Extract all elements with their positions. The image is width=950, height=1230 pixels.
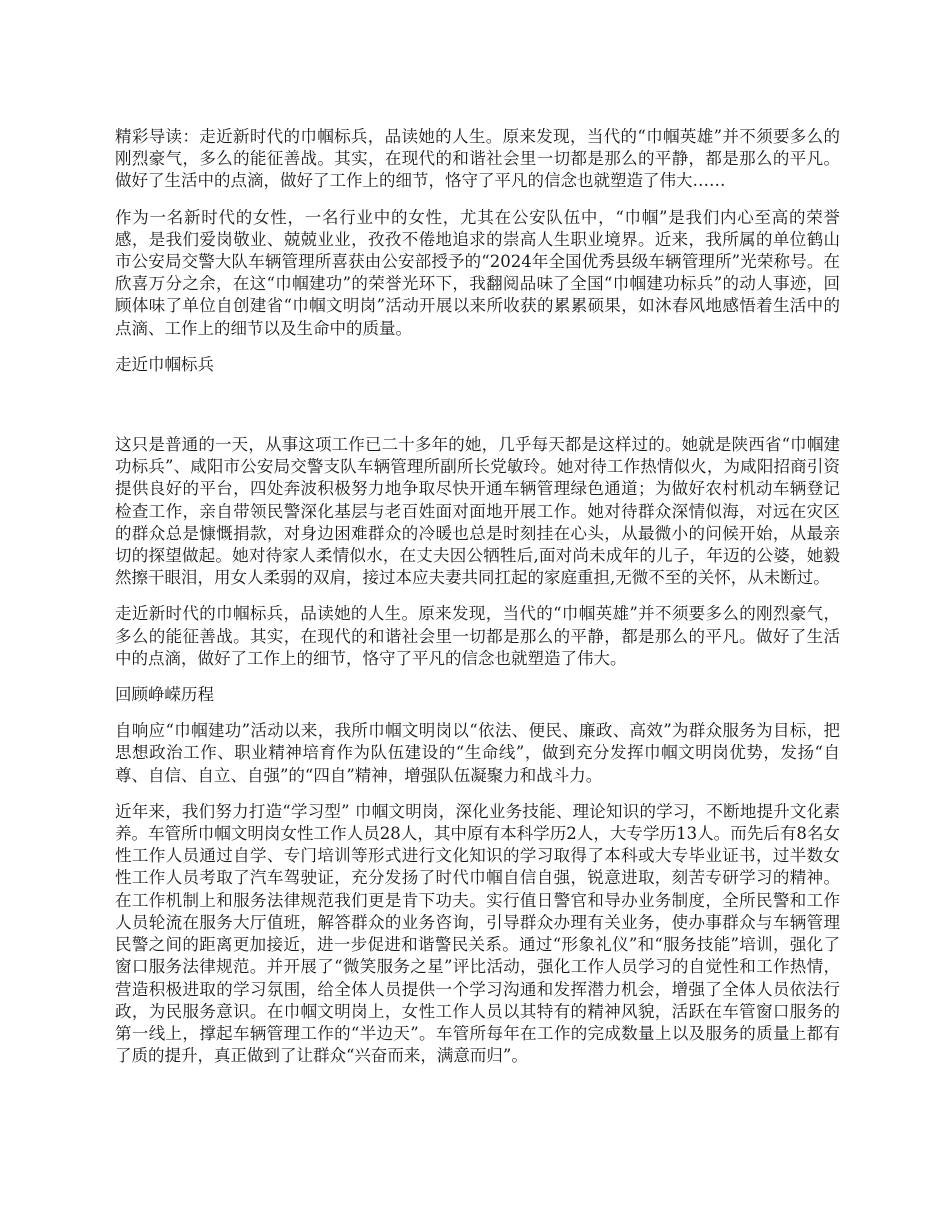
blank-space [115,390,840,434]
paragraph-3: 走近新时代的巾帼标兵，品读她的人生。原来发现，当代的“巾帼英雄”并不须要多么的刚烈豪气，多么的能征善战。其实，在现代的和谐社会里一切都是那么的平静，都是那么的平凡。做好了生活中的点滴，做好了工作上的细节，恪守了平凡的信念也就塑造了伟大。 [115,604,840,668]
paragraph-2: 这只是普通的一天，从事这项工作已二十多年的她，几乎每天都是这样过的。她就是陕西省“巾帼建功标兵”、咸阳市公安局交警支队车辆管理所副所长党敏玲。她对待工作热情似火，为咸阳招商引资提供良好的平台，四处奔波积极努力地争取尽快开通车辆管理绿色通道；为做好农村机动车辆登记检查工作，亲自带领民警深化基层与老百姓面对面地开展工作。她对待群众深情似海，对远在灾区的群众总是慷慨捐款，对身边困难群众的冷暖也总是时刻挂在心头，从最微小的问候开始，从最亲切的探望做起。她对待家人柔情似水，在丈夫因公牺牲后,面对尚未成年的儿子，年迈的公婆，她毅然擦干眼泪，用女人柔弱的双肩，接过本应夫妻共同扛起的家庭重担,无微不至的关怀，从未断过。 [115,435,840,588]
paragraph-4: 自响应“巾帼建功”活动以来，我所巾帼文明岗以“依法、便民、廉政、高效”为群众服务为目标，把思想政治工作、职业精神培育作为队伍建设的“生命线”，做到充分发挥巾帼文明岗优势，发扬“自尊、自信、自立、自强”的“四自”精神，增强队伍凝聚力和战斗力。 [115,721,840,785]
section-heading-2: 回顾峥嵘历程 [115,685,214,705]
paragraph-1: 作为一名新时代的女性，一名行业中的女性，尤其在公安队伍中，“巾帼”是我们内心至高的荣誉感，是我们爱岗敬业、兢兢业业，孜孜不倦地追求的崇高人生职业境界。近来，我所属的单位鹤山市公安局交警大队车辆管理所喜获由公安部授予的“2024年全国优秀县级车辆管理所”光荣称号。在欣喜万分之余，在这“巾帼建功”的荣誉光环下，我翻阅品味了全国“巾帼建功标兵”的动人事迹，回顾体味了单位自创建省“巾帼文明岗”活动开展以来所收获的累累硕果，如沐春风地感悟着生活中的点滴、工作上的细节以及生命中的质量。 [115,207,840,338]
section-heading-1: 走近巾帼标兵 [115,354,214,374]
intro-paragraph: 精彩导读：走近新时代的巾帼标兵，品读她的人生。原来发现，当代的“巾帼英雄”并不须要多么的刚烈豪气，多么的能征善战。其实，在现代的和谐社会里一切都是那么的平静，都是那么的平凡。做好了生活中的点滴，做好了工作上的细节，恪守了平凡的信念也就塑造了伟大…… [115,127,840,191]
document-body [115,126,840,1081]
paragraph-5: 近年来，我们努力打造“学习型” 巾帼文明岗，深化业务技能、理论知识的学习，不断地提升文化素养。车管所巾帼文明岗女性工作人员28人，其中原有本科学历2人，大专学历13人。而先后有8名女性工作人员通过自学、专门培训等形式进行文化知识的学习取得了本科或大专毕业证书，过半数女性工作人员考取了汽车驾驶证，充分发扬了时代巾帼自信自强，锐意进取，刻苦专研学习的精神。在工作机制上和服务法律规范我们更是肯下功夫。实行值日警官和导办业务制度，全所民警和工作人员轮流在服务大厅值班，解答群众的业务咨询，引导群众办理有关业务，使办事群众与车辆管理民警之间的距离更加接近，进一步促进和谐警民关系。通过“形象礼仪”和“服务技能”培训，强化了窗口服务法律规范。并开展了“微笑服务之星”评比活动，强化工作人员学习的自觉性和工作热情，营造积极进取的学习氛围，给全体人员提供一个学习沟通和发挥潜力机会，增强了全体人员依法行政，为民服务意识。在巾帼文明岗上，女性工作人员以其特有的精神风貌，活跃在车管窗口服务的第一线上，撑起车辆管理工作的“半边天”。车管所每年在工作的完成数量上以及服务的质量上都有了质的提升，真正做到了让群众“兴奋而来，满意而归”。 [115,801,840,1066]
